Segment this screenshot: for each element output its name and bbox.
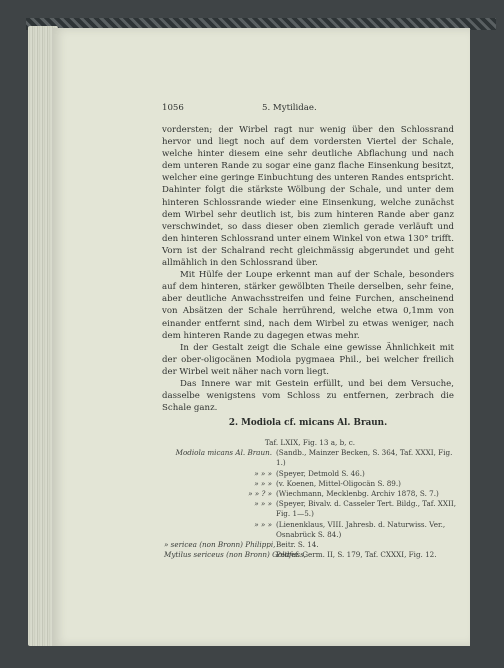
page-number: 1056 [162,103,184,113]
synonym-row: » » » (Speyer, Bivalv. d. Casseler Tert. Bildg., Taf. XXII, Fig. 1—5.) [254,499,456,519]
paragraph-3: In der Gestalt zeigt die Schale eine gewisse Ähnlichkeit mit der ober-oligocänen Modiola pygmaea Phil., bei welcher freilich der Wirbel weit näher nach vorn liegt. [162,342,454,377]
synonym-row: » » ? » (Wiechmann, Mecklenbg. Archiv 1878, S. 7.) [248,489,439,499]
paragraph-2: Mit Hülfe der Loupe erkennt man auf der Schale, besonders auf dem hinteren, stärker gewölbten Theile derselben, sehr feine, aber deutliche Anwachsstreifen und feine Furchen, anscheinend von Absätzen der Schale herrührend, welche etwa 0,1mm von einander entfernt sind, nach dem Wirbel zu etwas weniger, nach dem hinteren Rande zu dagegen etwas mehr. [162,270,454,341]
plate-reference: Taf. LXIX, Fig. 13 a, b, c. [264,438,356,447]
species-heading: 2. Modiola cf. micans Al. Braun. [228,418,388,428]
synonym-row: » sericea (non Bronn) Philippi, Beitr. S. 14. [164,540,319,550]
running-title: 5. Mytilidae. [262,103,317,113]
synonymy-list [164,438,456,560]
synonym-row: » » » (Speyer, Detmold S. 46.) [254,468,365,478]
body-text [162,124,454,414]
synonym-row: » » » (Lienenklaus, VIII. Jahresb. d. Naturwiss. Ver., Osnabrück S. 84.) [254,519,446,539]
synonym-row: Mytilus sericeus (non Bronn) Goldfuss, Petref. Germ. II, S. 179, Taf. CXXXI, Fig. 12. [164,550,437,560]
paragraph-4: Das Innere war mit Gestein erfüllt, und bei dem Versuche, dasselbe wenigstens vom Schloss zu entfernen, zerbrach die Schale ganz. [162,378,454,414]
synonym-row: Modiola micans Al. Braun. (Sandb., Mainzer Becken, S. 364, Taf. XXXI, Fig. 1.) [175,448,453,468]
paragraph-1: vordersten; der Wirbel ragt nur wenig über den Schlossrand hervor und liegt noch auf dem vordersten Viertel der Schale, welche hinter diesem eine sehr deutliche Abflachung und nach dem unteren Rande zu sogar eine ganz flache Einsenkung besitzt, welcher eine geringe Einbuchtung des unteren Randes entspricht. Dahinter folgt die stärkste Wölbung der Schale, und unter dem hinteren Schlossrande wieder eine Einsenkung, welche zunächst dem Wirbel sehr deutlich ist, bis zum hinteren Rande aber ganz verschwindet, so dass dieser oben ziemlich gerade verläuft und den hinteren Schlossrand unter einem Winkel von etwa 130° trifft. Vorn ist der Schalrand recht gleichmässig abgerundet und geht allmählich in den Schlossrand über. [162,125,454,269]
synonym-row: » » » (v. Koenen, Mittel-Oligocän S. 89.) [254,478,401,488]
